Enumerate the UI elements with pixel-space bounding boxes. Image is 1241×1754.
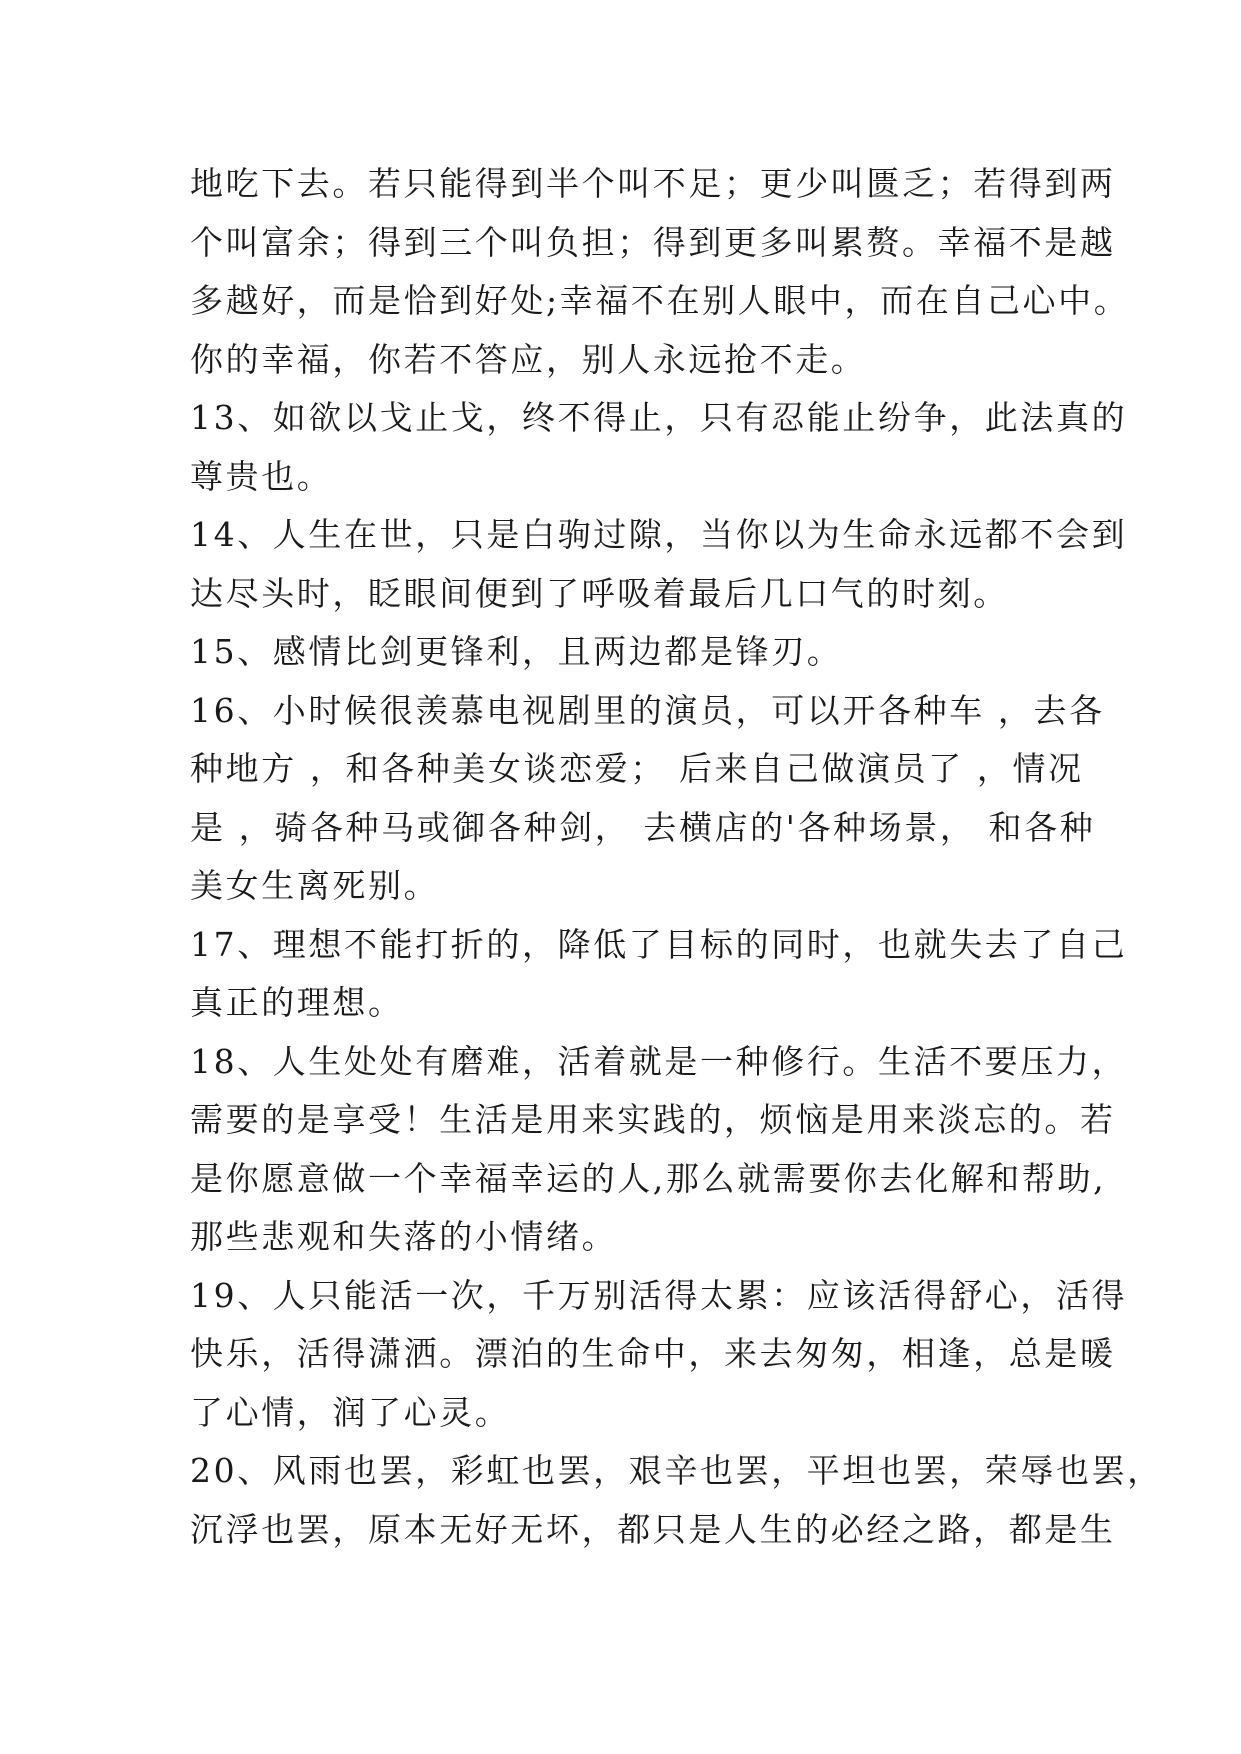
text-line: 达尽头时，眨眼间便到了呼吸着最后几口气的时刻。 [190,573,1009,613]
text-line: 尊贵也。 [190,456,333,496]
text-line: 是 ，骑各种马或御各种剑， 去横店的'各种场景， 和各种 [190,807,1096,847]
text-line: 个叫富余；得到三个叫负担；得到更多叫累赘。幸福不是越 [190,222,1116,262]
text-line: 真正的理想。 [190,983,404,1022]
text-line: 17、理想不能打折的，降低了目标的同时，也就失去了自己 [190,924,1128,964]
text-line: 快乐，活得潇洒。漂泊的生命中，来去匆匆，相逢，总是暖 [190,1334,1116,1373]
text-line: 那些悲观和失落的小情绪。 [190,1217,618,1256]
text-line: 多越好，而是恰到好处;幸福不在别人眼中，而在自己心中。 [190,281,1130,320]
text-line: 是你愿意做一个幸福幸运的人,那么就需要你去化解和帮助, [190,1158,1107,1198]
body-text [190,155,1163,1559]
text-line: 14、人生在世，只是白驹过隙，当你以为生命永远都不会到 [190,515,1128,554]
text-line: 美女生离死别。 [190,866,440,905]
text-line: 15、感情比剑更锋利，且两边都是锋刃。 [190,632,843,671]
text-line: 20、风雨也罢，彩虹也罢，艰辛也罢，平坦也罢，荣辱也罢， [190,1451,1163,1490]
text-line: 19、人只能活一次，千万别活得太累：应该活得舒心，活得 [190,1275,1128,1315]
text-line: 了心情，润了心灵。 [190,1392,511,1432]
text-line: 种地方 ，和各种美女谈恋爱； 后来自己做演员了 ，情况 [190,749,1084,788]
text-line: 沉浮也罢，原本无好无坏，都只是人生的必经之路，都是生 [190,1509,1116,1549]
text-line: 18、人生处处有磨难，活着就是一种修行。生活不要压力， [190,1041,1128,1081]
text-line: 需要的是享受！生活是用来实践的，烦恼是用来淡忘的。若 [190,1100,1116,1139]
text-line: 16、小时候很羡慕电视剧里的演员，可以开各种车 ，去各 [190,690,1105,730]
text-line: 13、如欲以戈止戈，终不得止，只有忍能止纷争，此法真的 [190,398,1128,437]
text-line: 你的幸福，你若不答应，别人永远抢不走。 [190,339,867,379]
text-line: 地吃下去。若只能得到半个叫不足；更少叫匮乏；若得到两 [190,164,1116,203]
